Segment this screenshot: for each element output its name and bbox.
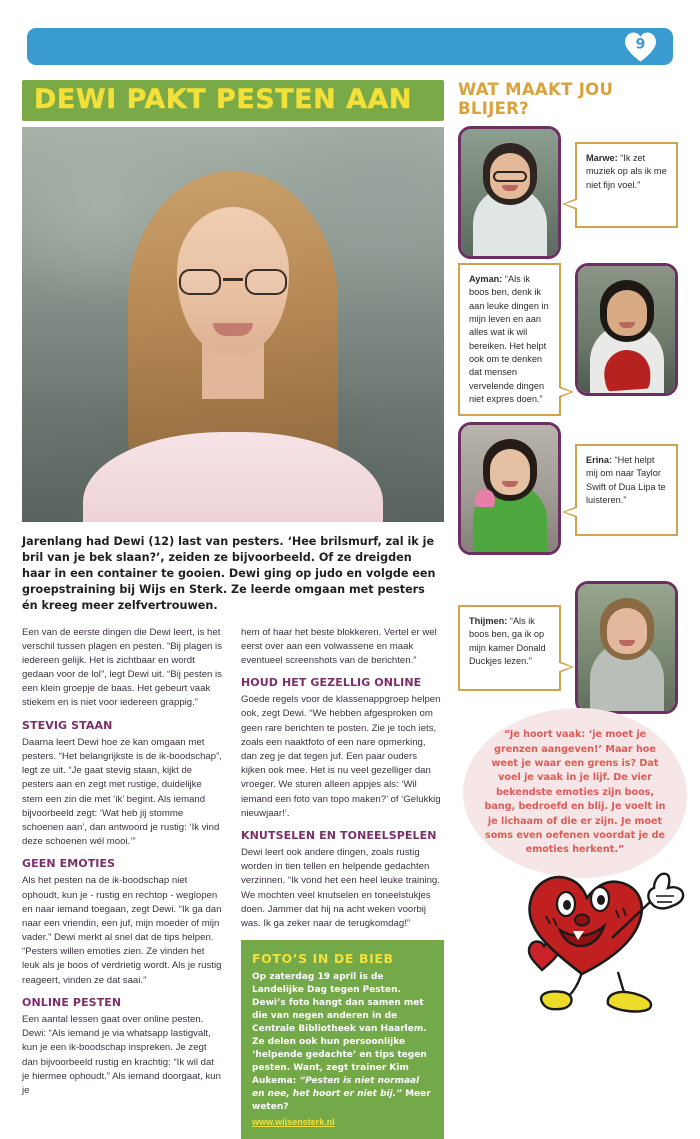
kid-photo-erina bbox=[458, 422, 561, 555]
page-number: 9 bbox=[635, 36, 646, 53]
speech-bubble-name: Marwe: bbox=[586, 153, 618, 163]
body-paragraph: hem of haar het beste blokkeren. Vertel er wel eerst over aan een volwassene en maak eventueel screenshots van de berichten.” bbox=[241, 626, 437, 666]
article-title-banner bbox=[22, 80, 444, 121]
speech-bubble-name: Ayman: bbox=[469, 274, 503, 284]
body-paragraph: Goede regels voor de klassenappgroep helpen ook, zegt Dewi. “We hebben afgesproken om geen rare berichten te posten. Zie je toch iets, zoals een naaktfoto of een nare opmerking, dan zeg je dat tegen juf. Een paar ouders kijken ook mee. Het is nu veel gezelliger dan vroeger. We sturen alleen appjes als: ‘Wil iemand een foto van topo maken?’ of ‘Gelukkig nieuwjaar!’. bbox=[241, 694, 441, 819]
speech-bubble-text: “Het helpt mij om naar Taylor Swift of Dua Lipa te luisteren.” bbox=[586, 455, 666, 506]
page-title: DEWI PAKT PESTEN AAN bbox=[34, 84, 412, 115]
foto-box-title: FOTO’S IN DE BIEB bbox=[252, 951, 394, 967]
foto-box-body-part2: Meer weten? bbox=[252, 1089, 431, 1113]
section-heading: GEEN EMOTIES bbox=[22, 857, 116, 871]
speech-bubble-tail bbox=[562, 198, 577, 210]
article-column-left bbox=[22, 626, 224, 1139]
body-paragraph: Een van de eerste dingen die Dewi leert, is het verschil tussen plagen en pesten. “Bij plagen is iedereen gelijk. Het is zichtbaar en wordt gedaan voor de lol”, legt Dewi uit. “Bij pesten is een klein groepje de baas. Het gebeurt vaak stiekem en is niet voor iedereen grappig.” bbox=[22, 626, 222, 709]
foto-box-url-link[interactable]: www.wijsensterk.nl bbox=[252, 1117, 335, 1128]
foto-box bbox=[241, 940, 444, 1139]
speech-bubble-text: “Als ik boos ben, ga ik op mijn kamer Donald Duckjes lezen.” bbox=[469, 616, 546, 667]
kid-photo-thijmen bbox=[575, 581, 678, 714]
body-paragraph: Als het pesten na de ik-boodschap niet ophoudt, kun je - rustig en rechtop - weglopen en naar iemand toegaan, zegt Dewi. “Ik ga dan naar een vriendin, een juf, mijn moeder of mijn vader.” Dewi merkt al snel dat de tips helpen. “Pesters willen emoties zien. Ze vinden het leuk als je boos of verdrietig wordt. Als je rustig reageert, vinden ze dat saai.” bbox=[22, 875, 222, 986]
body-paragraph: Daarna leert Dewi hoe ze kan omgaan met pesters. “Het belangrijkste is de ik-boodschap”, legt ze uit. “Je gaat stevig staan, kijkt de pesters aan en zegt met rustige, duidelijke stem een zin die met ‘ik’ begint. Als iemand bijvoorbeeld zegt: ‘Wat heb jij stomme schoenen aan’, dan antwoord je rustig: ‘Ik vind deze schoenen wél mooi.’” bbox=[22, 736, 222, 848]
speech-bubble-tail bbox=[559, 661, 574, 673]
speech-bubble-tail bbox=[562, 506, 577, 518]
speech-bubble-tail bbox=[559, 386, 574, 398]
speech-bubble-name: Thijmen: bbox=[469, 616, 508, 626]
body-paragraph: Een aantal lessen gaat over online pesten. Dewi: “Als iemand je via whatsapp lastigvalt, kun je een ik-boodschap inspreken. Je zegt dan bijvoorbeeld rustig en krachtig: “Ik wil dat je hiermee ophoudt.” Als iemand doorgaat, kun je bbox=[22, 1013, 221, 1096]
pink-quote-text: “Je hoort vaak: ‘je moet je grenzen aangeven!’ Maar hoe weet je waar een grens is? Dat voel je vaak in je lijf. De vier bekendste emoties zijn boos, bang, bedroefd en blij. Je voelt in je lichaam of die er zijn. Je moet soms even oefenen voordat je de emoties herkent.” bbox=[484, 729, 666, 856]
speech-bubble-text: “Als ik boos ben, denk ik aan leuke dingen in mijn leven en aan alles wat ik wil bereiken. Het helpt ook om te denken dat mensen vervelende dingen niet expres doen.” bbox=[469, 274, 549, 405]
body-paragraph: Dewi leert ook andere dingen, zoals rustig worden in tien tellen en helpende gedachten verzinnen. “Ik vond het een heel leuke training. We mochten veel knutselen en toneelstukjes doen. Jammer dat hij na acht weken voorbij was. Ik ga zeker naar de terugkomdag!” bbox=[241, 846, 440, 929]
heart-mascot-icon bbox=[520, 852, 698, 1020]
kid-photo-marwe bbox=[458, 126, 561, 259]
kid-photo-ayman bbox=[575, 263, 678, 396]
page-number-heart-icon bbox=[624, 31, 657, 62]
sidebar-kids-list bbox=[458, 126, 678, 731]
sidebar-title: WAT MAAKT JOU BLIJER? bbox=[458, 80, 614, 118]
page-header-bar bbox=[27, 28, 673, 65]
section-heading: ONLINE PESTEN bbox=[22, 995, 122, 1009]
speech-bubble-thijmen bbox=[458, 605, 561, 691]
section-heading: KNUTSELEN EN TONEELSPELEN bbox=[241, 828, 437, 842]
foto-box-body bbox=[252, 971, 433, 1115]
sidebar-kid-marwe bbox=[458, 126, 678, 254]
article-intro: Jarenlang had Dewi (12) last van pesters. ‘Hee brilsmurf, zal ik je bril van je bek slaan?’, zeiden ze bijvoorbeeld. Of ze dreigden haar in een container te gooien. Dewi ging op judo en volgde een groepstraining bij Wijs en Sterk. Ze leerde omgaan met pesters én kreeg meer zelfvertrouwen. bbox=[22, 535, 436, 612]
foto-box-body-part1: Op zaterdag 19 april is de Landelijke Dag tegen Pesten. Dewi’s foto hangt dan samen met die van negen anderen in de Centrale Bibliotheek van Haarlem. Ze delen ook hun persoonlijke ‘helpende gedachte’ en tips tegen pesten. Want, zegt trainer Kim Aukema: bbox=[252, 971, 427, 1087]
speech-bubble-text: “Ik zet muziek op als ik me niet fijn voel.” bbox=[586, 153, 667, 190]
speech-bubble-name: Erina: bbox=[586, 455, 613, 465]
article-main bbox=[22, 80, 444, 1139]
sidebar-kid-erina bbox=[458, 422, 678, 572]
section-heading: STEVIG STAAN bbox=[22, 718, 113, 732]
foto-box-quote: “Pesten is niet normaal en nee, het hoort er niet bij.” bbox=[252, 1076, 420, 1100]
sidebar bbox=[458, 80, 678, 740]
speech-bubble-erina bbox=[575, 444, 678, 536]
article-column-right bbox=[241, 626, 444, 1139]
speech-bubble-ayman bbox=[458, 263, 561, 416]
hero-photo bbox=[22, 127, 444, 522]
section-heading: HOUD HET GEZELLIG ONLINE bbox=[241, 676, 422, 690]
hero-photo-glasses bbox=[179, 269, 287, 295]
sidebar-kid-ayman bbox=[458, 263, 678, 413]
speech-bubble-marwe bbox=[575, 142, 678, 228]
article-columns bbox=[22, 626, 444, 1139]
